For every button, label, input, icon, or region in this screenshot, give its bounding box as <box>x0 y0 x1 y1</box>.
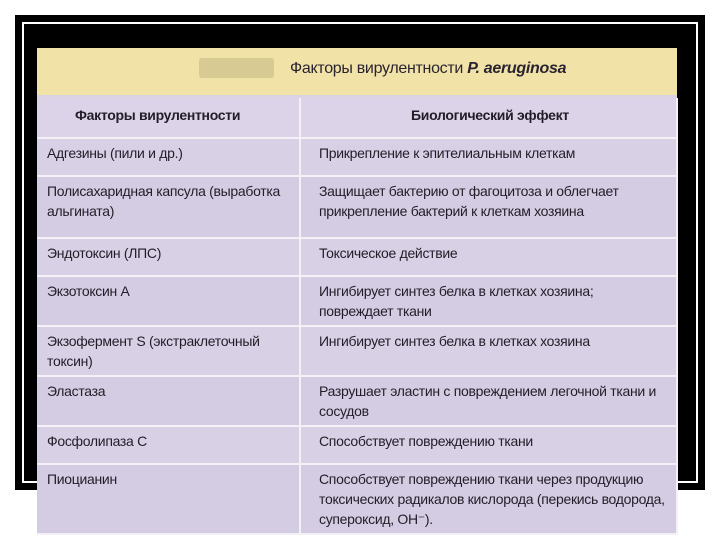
logo-graphic <box>199 58 274 78</box>
title-organism: P. aeruginosa <box>467 60 567 77</box>
column-header-factors: Факторы вирулентности <box>37 98 300 138</box>
effect-cell: Защищает бактерию от фагоцитоза и облегчает прикрепление бактерий к клеткам хозяина <box>300 176 677 238</box>
factor-cell: Экзотоксин А <box>37 276 300 326</box>
column-header-effect: Биологический эффект <box>300 98 677 138</box>
effect-cell: Способствует повреждению ткани через продукцию токсических радикалов кислорода (перекись водорода, супероксид, ОН⁻). <box>300 464 677 534</box>
factor-cell: Эластаза <box>37 376 300 426</box>
title-prefix: Факторы вирулентности <box>290 60 464 77</box>
slide-title <box>290 60 566 78</box>
effect-cell: Ингибирует синтез белка в клетках хозяина; повреждает ткани <box>300 276 677 326</box>
factor-cell: Фосфолипаза С <box>37 426 300 464</box>
table-row <box>37 138 677 176</box>
table-row <box>37 276 677 326</box>
table-row <box>37 176 677 238</box>
factor-cell: Адгезины (пили и др.) <box>37 138 300 176</box>
effect-cell: Способствует повреждению ткани <box>300 426 677 464</box>
table-row <box>37 426 677 464</box>
virulence-table <box>37 98 678 535</box>
effect-cell: Токсическое действие <box>300 238 677 276</box>
effect-cell: Прикрепление к эпителиальным клеткам <box>300 138 677 176</box>
factor-cell: Эндотоксин (ЛПС) <box>37 238 300 276</box>
table-row <box>37 238 677 276</box>
factor-cell: Полисахаридная капсула (выработка альгината) <box>37 176 300 238</box>
table-header-row <box>37 98 677 138</box>
effect-cell: Ингибирует синтез белка в клетках хозяина <box>300 326 677 376</box>
table-row <box>37 376 677 426</box>
table-row <box>37 464 677 534</box>
effect-cell: Разрушает эластин с повреждением легочной ткани и сосудов <box>300 376 677 426</box>
table-row <box>37 326 677 376</box>
slide <box>37 48 677 527</box>
factor-cell: Экзофермент S (экстраклеточный токсин) <box>37 326 300 376</box>
title-bar <box>37 48 677 95</box>
factor-cell: Пиоцианин <box>37 464 300 534</box>
